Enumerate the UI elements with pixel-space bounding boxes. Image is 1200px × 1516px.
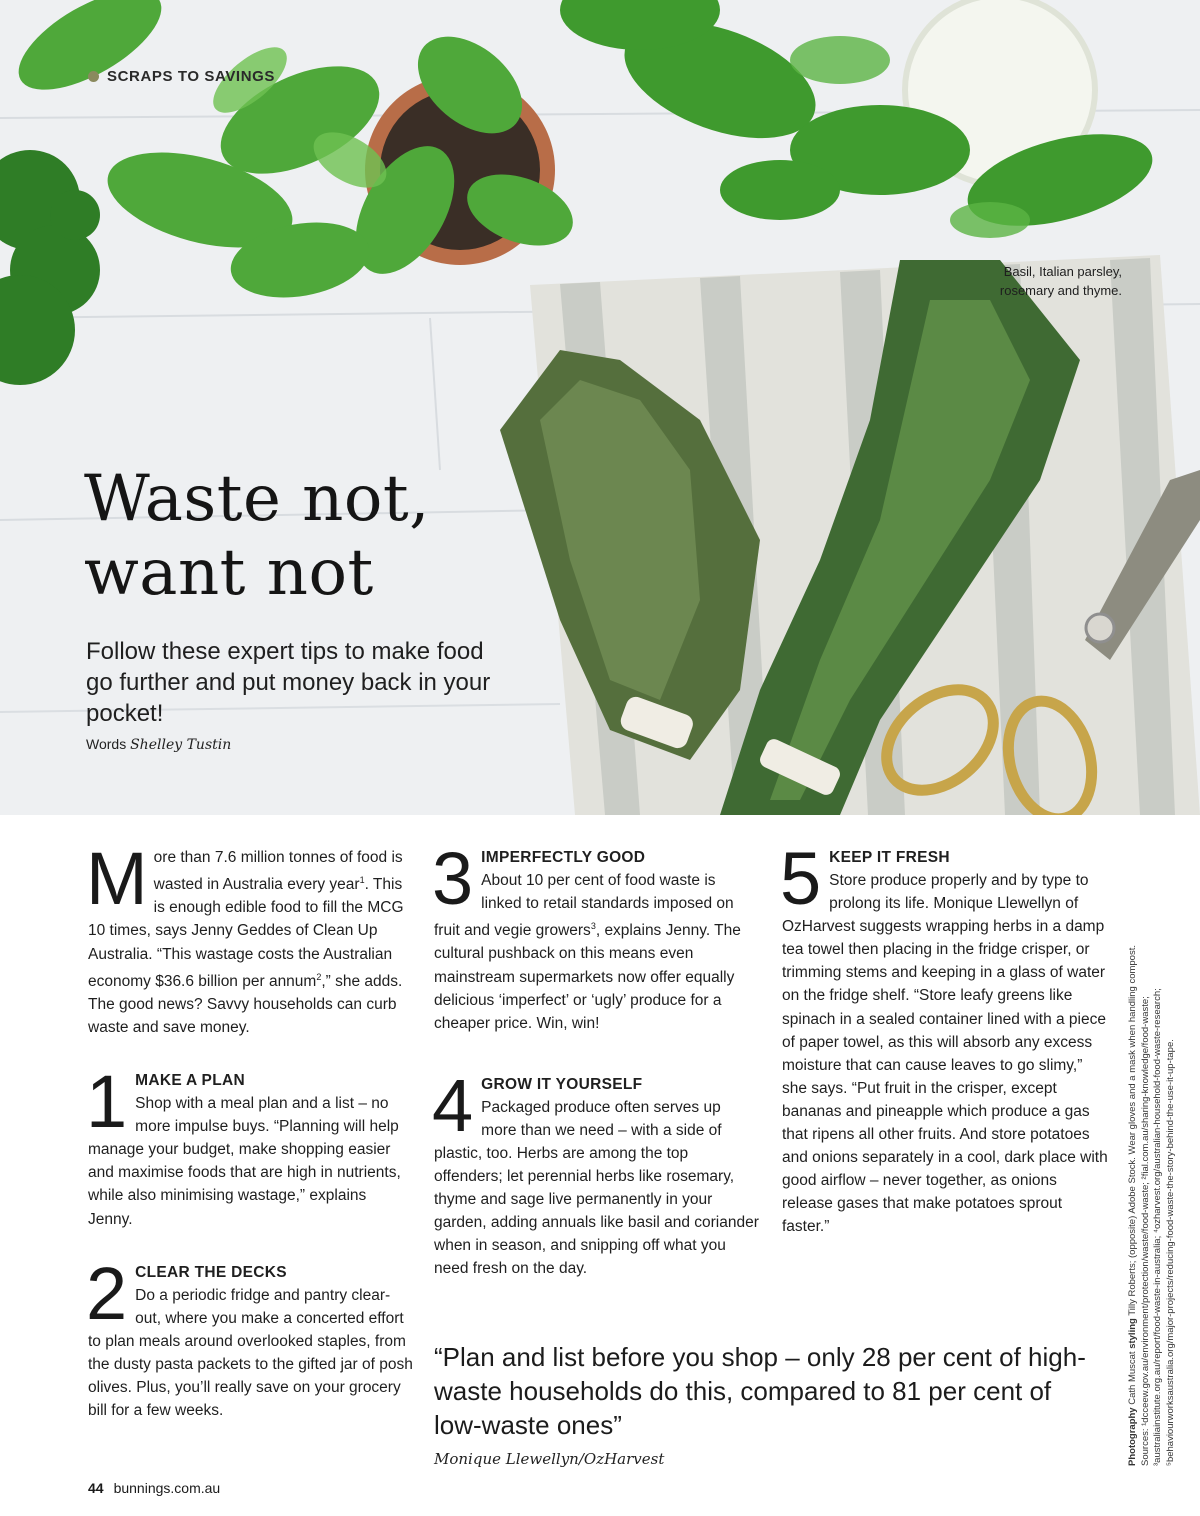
tip-4-body: Packaged produce often serves up more than we need – with a side of plastic, too. Herbs are among the top offenders; let perennial herbs like rosemary, thyme and sage live permanently in your garden, adding annuals like basil and coriander when in season, and snipping off what you need fresh on the day. <box>434 1098 759 1278</box>
column-1 <box>86 837 414 1422</box>
intro-dropcap: M <box>86 837 148 920</box>
photo-caption <box>940 262 1122 300</box>
section-tag-label: SCRAPS TO SAVINGS <box>107 68 276 85</box>
tip-1-body: Shop with a meal plan and a list – no more impulse buys. “Planning will help manage your budget, make shopping easier and maximise foods that are high in nutrients, while also minimising wastage,” explains Jenny. <box>88 1095 401 1228</box>
byline-author: Shelley Tustin <box>130 737 232 753</box>
column-3 <box>780 837 1108 1239</box>
tip-1-title: MAKE A PLAN <box>135 1072 245 1090</box>
photo-value: Cath Muscat <box>1127 1351 1138 1405</box>
page-number: 44 <box>88 1480 104 1496</box>
credits-line-1 <box>1127 906 1140 1466</box>
byline-prefix: Words <box>86 736 127 752</box>
section-dot-icon <box>88 71 99 82</box>
footnote-ref-2: 2 <box>316 971 322 982</box>
tip-5 <box>780 837 1108 1239</box>
tip-2-number: 2 <box>86 1251 128 1335</box>
folio <box>88 1480 220 1496</box>
intro-text-c: ,” she adds. The good news? Savvy households can curb waste and save money. <box>88 972 403 1036</box>
intro-paragraph <box>86 837 414 1039</box>
caption-line-2: rosemary and thyme. <box>999 283 1122 298</box>
tip-2-body: Do a periodic fridge and pantry clear-out, where you make a concerted effort to plan meals around overlooked staples, from the dusty pasta packets to the gifted jar of posh olives. Plus, you’ll really save on your grocery bill for a few weeks. <box>88 1286 413 1420</box>
tip-3-title: IMPERFECTLY GOOD <box>481 849 646 866</box>
tip-5-number: 5 <box>780 837 822 920</box>
footnote-ref-1: 1 <box>359 875 365 886</box>
tip-2 <box>86 1251 414 1423</box>
styling-value: Tilly Roberts; (opposite) Adobe Stock. Wear gloves and a mask when handling compost. <box>1127 945 1138 1316</box>
tip-3-body <box>434 869 760 1035</box>
tip-3 <box>432 837 760 1035</box>
tip-3-body-a: About 10 per cent of food waste is linked to retail standards imposed on fruit and vegie growers <box>434 872 734 940</box>
footnote-ref-3: 3 <box>590 921 596 932</box>
tip-5-body: Store produce properly and by type to prolong its life. Monique Llewellyn of OzHarvest suggests wrapping herbs in a damp tea towel then placing in the fridge crisper, or trimming stems and keeping in a glass of water on the fridge shelf. “Store leafy greens like spinach in a sealed container lined with a piece of paper towel, as this will absorb any excess moisture that can cause leaves to go slimy,” she says. “Put fruit in the crisper, except bananas and pineapple which produce a gas that ripens all other fruits. And store potatoes and onions separately in a cool, dark place with good airflow – never together, as onions release gases that make potatoes sprout faster.” <box>782 872 1108 1236</box>
sources-line-3: ⁵behaviourworksaustralia.org/major-projects/reducing-food-waste-the-story-behind-the-use-it-up-tape. <box>1164 1039 1176 1466</box>
tip-4 <box>432 1063 760 1281</box>
headline <box>84 462 584 610</box>
tip-1 <box>86 1060 414 1231</box>
caption-line-1: Basil, Italian parsley, <box>1003 264 1122 279</box>
pull-quote-attribution: Monique Llewellyn/OzHarvest <box>434 1450 665 1468</box>
tip-4-title: GROW IT YOURSELF <box>481 1075 643 1093</box>
pull-quote: “Plan and list before you shop – only 28 per cent of high-waste households do this, compared to 81 per cent of low-waste ones” <box>434 1342 1086 1440</box>
byline <box>86 736 231 753</box>
tip-2-title: CLEAR THE DECKS <box>135 1263 287 1281</box>
tip-3-body-b: , explains Jenny. The cultural pushback on this means even mainstream supermarkets now offer equally delicious ‘imperfect’ or ‘ugly’ produce for a cheaper price. Win, win! <box>434 922 741 1032</box>
sources-line-2: ³australiainstitute.org.au/report/food-waste-in-australia; ⁴ozharvest.org/australian-household-food-waste-research; <box>1152 988 1163 1466</box>
site-url[interactable]: bunnings.com.au <box>113 1480 221 1496</box>
intro-text-a: ore than 7.6 million tonnes of food is wasted in Australia every year <box>153 849 403 894</box>
headline-line-1: Waste not, <box>84 462 430 536</box>
sources-line-1: Sources: ¹dcceew.gov.au/environment/protection/waste/food-waste; ²fial.com.au/sharing-knowledge/food-waste; <box>1139 996 1151 1466</box>
tip-3-number: 3 <box>432 837 474 920</box>
standfirst: Follow these expert tips to make food go further and put money back in your pocket! <box>86 638 491 727</box>
headline-line-2: want not <box>84 536 374 610</box>
section-tag <box>88 68 275 85</box>
styling-label: styling <box>1127 1318 1138 1349</box>
photo-label: Photography <box>1127 1407 1138 1466</box>
tip-4-number: 4 <box>432 1063 474 1147</box>
photo-credits <box>1127 906 1177 1466</box>
intro-text-b: . This is enough edible food to fill the MCG 10 times, says Jenny Geddes of Clean Up Australia. “This wastage costs the Australian economy $36.6 billion per annum <box>88 876 404 990</box>
tip-5-title: KEEP IT FRESH <box>829 849 950 866</box>
column-2 <box>432 837 760 1281</box>
tip-1-number: 1 <box>86 1060 128 1144</box>
